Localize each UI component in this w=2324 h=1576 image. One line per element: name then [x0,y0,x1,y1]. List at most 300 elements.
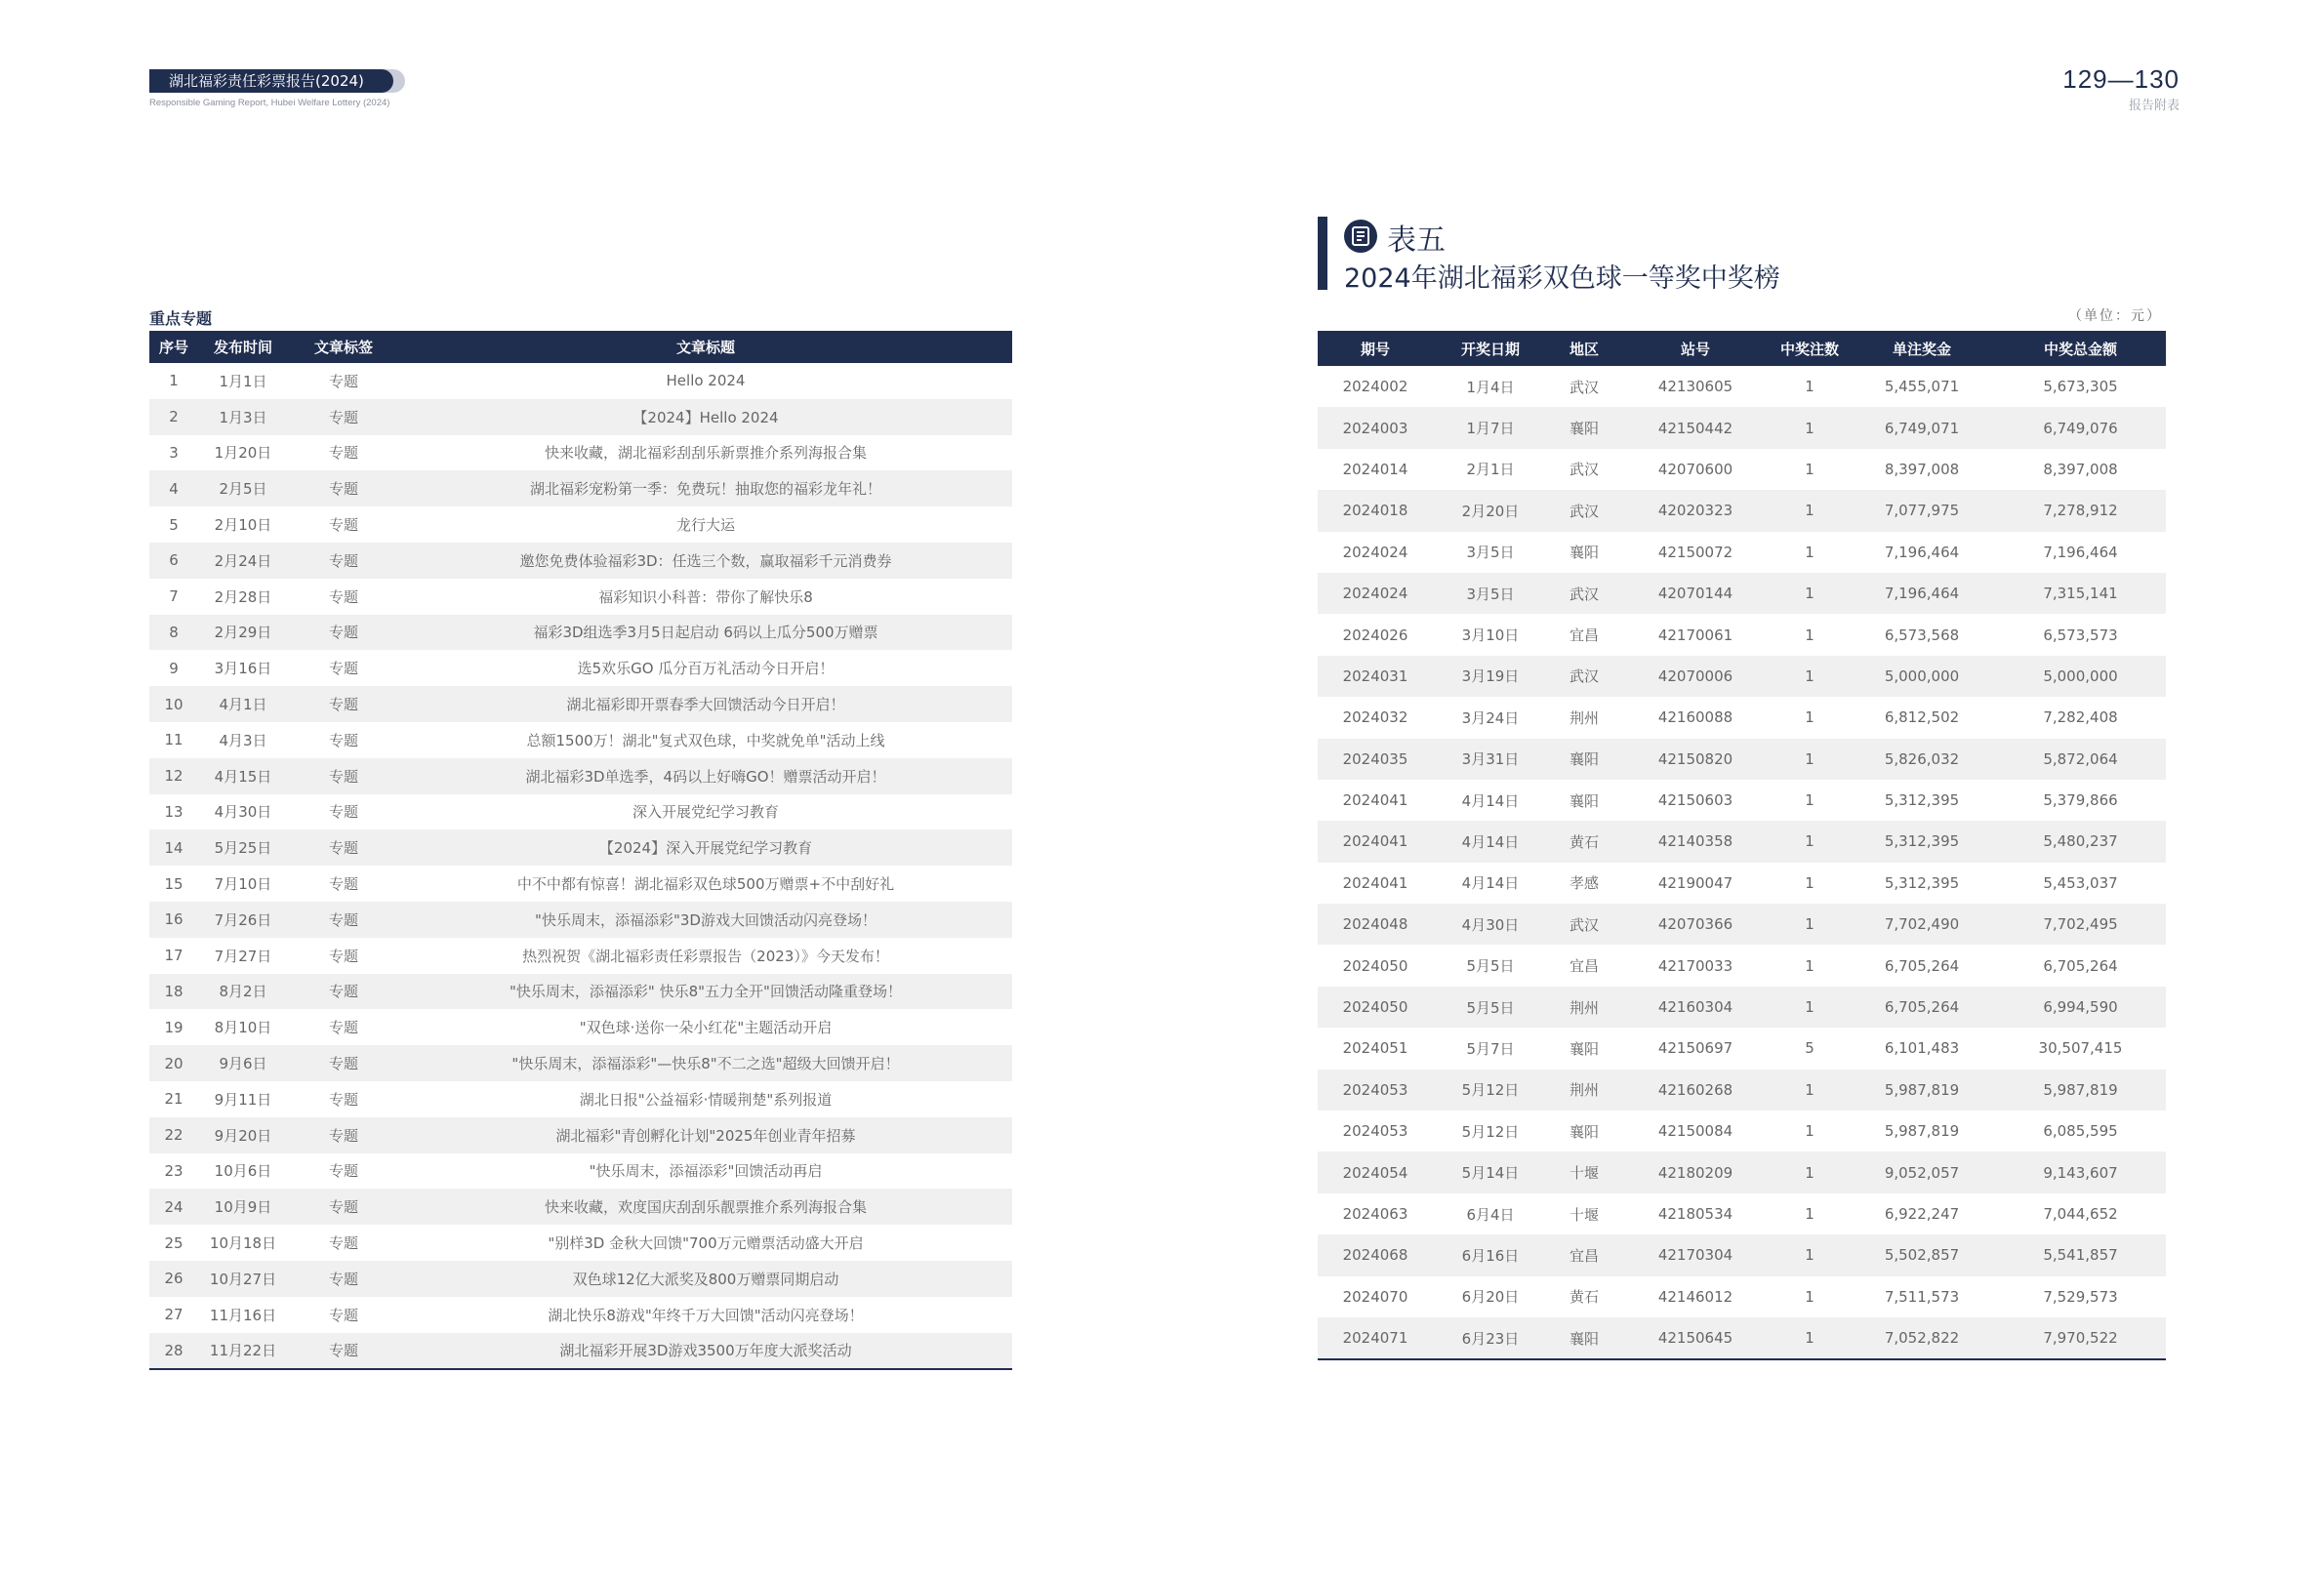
table-cell: 6,994,590 [1995,987,2166,1028]
table-cell: 1月3日 [198,399,288,435]
table-cell: 武汉 [1548,656,1620,697]
table-cell: 专题 [328,1162,358,1181]
table-cell: 42130605 [1657,378,1733,396]
table-row [1318,532,2166,573]
table-cell: 福彩知识小科普：带你了解快乐8 [598,587,813,606]
table-cell: 福彩3D组选季3月5日起启动 6码以上瓜分500万赠票 [399,615,1012,651]
table-cell: 28 [149,1333,198,1370]
table-cell: "快乐周末，添福添彩"回馈活动再启 [589,1162,823,1181]
table-cell: 8月2日 [198,974,288,1010]
table-cell: 3月5日 [1433,573,1548,614]
table-cell: 2024053 [1342,1122,1408,1141]
table-cell: 黄石 [1569,1288,1599,1307]
table-cell: 6,749,076 [1995,407,2166,448]
table-row [149,1045,1012,1081]
table-row [149,615,1012,651]
table-cell: 21 [164,1090,183,1109]
table-cell: 26 [149,1261,198,1297]
table-cell: 1 [1805,873,1814,892]
table-row [1318,1152,2166,1192]
table-cell: 2024051 [1342,1039,1408,1058]
table-cell: 42070006 [1620,656,1771,697]
report-title: 湖北福彩责任彩票报告(2024) [169,72,364,90]
table-cell: 专题 [288,470,399,506]
table-row [1318,904,2166,945]
table-cell: 5月14日 [1433,1152,1548,1192]
table-cell: 2024070 [1342,1287,1408,1306]
table-cell: 2024063 [1342,1205,1408,1223]
table-cell: 4月14日 [1433,821,1548,862]
table-cell: 7,278,912 [1995,490,2166,531]
table-cell: 19 [164,1018,183,1036]
table-cell: 快来收藏，欢度国庆刮刮乐靓票推介系列海报合集 [399,1189,1012,1225]
table-cell: 专题 [288,974,399,1010]
table-cell: 孝感 [1569,874,1599,893]
table-cell: 5,541,857 [1995,1234,2166,1275]
table-cell: 6,922,247 [1884,1205,1960,1223]
table-cell: 9月20日 [198,1117,288,1153]
table-cell: 5,000,000 [1995,656,2166,697]
table-cell: 42160304 [1620,987,1771,1028]
table-cell: 5,987,819 [1995,1070,2166,1111]
table-cell: 30,507,415 [2038,1039,2123,1058]
table-row [149,506,1012,543]
table-row [149,1009,1012,1045]
table-title: 2024年湖北福彩双色球一等奖中奖榜 [1344,263,1780,294]
table-cell: 2024018 [1318,490,1433,531]
table-cell: 1月7日 [1433,407,1548,448]
table-cell: 武汉 [1569,378,1599,396]
table-row [1318,697,2166,738]
table-cell: 2024068 [1318,1234,1433,1275]
section-label: 报告附表 [2128,99,2180,113]
table-cell: 专题 [288,543,399,579]
table-cell: 2024050 [1342,956,1408,975]
title-accent-bar [1318,217,1327,290]
table-cell: 襄阳 [1569,1039,1599,1058]
table-cell: 5,312,395 [1849,821,1995,862]
table-cell: 5 [1805,1039,1814,1058]
table-row [1318,987,2166,1028]
table-cell: "快乐周末，添福添彩" 快乐8"五力全开"回馈活动隆重登场！ [399,974,1012,1010]
table-row [149,470,1012,506]
table-cell: 7,282,408 [2043,708,2118,727]
table-cell: 荆州 [1569,708,1599,727]
table-cell: 7,315,141 [1995,573,2166,614]
unit-note: （单位：元） [2068,308,2162,324]
table-cell: 10月18日 [209,1234,277,1253]
table-cell: 7,052,822 [1849,1317,1995,1359]
table-cell: 2024071 [1318,1317,1433,1359]
report-badge [149,69,405,93]
table-cell: 5,987,819 [1884,1122,1960,1141]
table-cell: 专题 [288,902,399,938]
table-cell: 中不中都有惊喜！湖北福彩双色球500万赠票+不中刮好礼 [516,875,895,894]
table-cell: 8月10日 [214,1019,272,1037]
table-cell: 襄阳 [1569,544,1599,562]
table-row [149,974,1012,1010]
table-cell: 9 [169,659,179,677]
table-cell: 1 [1805,378,1814,396]
table-cell: 5 [169,515,179,534]
column-header: 开奖日期 [1433,331,1548,366]
table-cell: 专题 [328,444,358,463]
table-cell: 湖北日报"公益福彩·情暖荆楚"系列报道 [579,1090,833,1109]
column-header: 站号 [1620,331,1771,366]
table-cell: 20 [149,1045,198,1081]
table-cell: 专题 [288,1117,399,1153]
table-cell: 5,480,237 [1995,821,2166,862]
table-cell: 湖北福彩开展3D游戏3500万年度大派奖活动 [399,1333,1012,1370]
table-cell: 42160088 [1657,708,1733,727]
table-cell: 2024014 [1342,460,1408,478]
table-cell: 专题 [328,587,358,606]
table-cell: 1 [1771,987,1849,1028]
document-icon [1344,220,1377,253]
table-cell: 5月5日 [1433,987,1548,1028]
table-cell: 专题 [328,803,358,822]
table-cell: 襄阳 [1548,1317,1620,1359]
table-cell: 1 [1771,1317,1849,1359]
table-cell: 专题 [288,615,399,651]
table-cell: 6,573,573 [2043,626,2118,644]
table-cell: 42070144 [1620,573,1771,614]
table-cell: 4月15日 [198,758,288,794]
table-cell: 7,196,464 [2043,543,2118,561]
table-row [1318,1070,2166,1111]
table-cell: 宜昌 [1569,626,1599,645]
table-cell: 17 [164,947,183,965]
table-cell: 湖北福彩3D单选季，4码以上好嗨GO！赠票活动开启！ [399,758,1012,794]
table-cell: 10月27日 [198,1261,288,1297]
topics-table-header [149,331,1012,363]
table-cell: 2024041 [1318,821,1433,862]
table-row [1318,407,2166,448]
table-cell: 武汉 [1548,490,1620,531]
table-cell: "快乐周末，添福添彩"—快乐8"不二之选"超级大回馈开启！ [399,1045,1012,1081]
table-cell: 2024024 [1342,543,1408,561]
table-cell: 襄阳 [1548,407,1620,448]
table-cell: 2月28日 [214,587,272,606]
table-cell: 龙行大运 [675,516,735,535]
table-cell: 5,987,819 [1849,1070,1995,1111]
table-cell: 11月16日 [209,1306,277,1324]
table-row [1318,1276,2166,1317]
table-cell: 4月14日 [1461,791,1520,810]
column-header: 发布时间 [198,331,288,363]
table-row [149,1333,1012,1370]
table-cell: 1 [1771,490,1849,531]
table-cell: 【2024】Hello 2024 [399,399,1012,435]
table-cell: 7,529,573 [2043,1287,2118,1306]
table-row [149,686,1012,722]
table-cell: 专题 [288,1261,399,1297]
table-cell: 武汉 [1569,461,1599,479]
table-cell: 4月30日 [214,803,272,822]
table-cell: 热烈祝贺《湖北福彩责任彩票报告（2023）》今天发布！ [522,947,889,965]
table-cell: 9,143,607 [1995,1152,2166,1192]
table-cell: 1月20日 [214,444,272,463]
table-cell: 5月7日 [1466,1039,1515,1058]
table-row [149,650,1012,686]
table-cell: 1 [1771,573,1849,614]
table-cell: 42070600 [1657,460,1733,478]
table-cell: 10 [149,686,198,722]
table-cell: 7,970,522 [1995,1317,2166,1359]
table-row [149,579,1012,615]
table-cell: 3月16日 [214,660,272,678]
table-row [1318,1317,2166,1359]
table-cell: 42020323 [1620,490,1771,531]
table-cell: 专题 [288,399,399,435]
table-cell: 2月5日 [198,470,288,506]
table-cell: 1 [1771,904,1849,945]
table-row [149,938,1012,974]
table-cell: 湖北福彩宠粉第一季：免费玩！抽取您的福彩龙年礼！ [399,470,1012,506]
table-cell: 深入开展党纪学习教育 [632,803,779,822]
table-cell: "别样3D 金秋大回馈"700万元赠票活动盛大开启 [548,1234,864,1253]
table-cell: 7,196,464 [1849,573,1995,614]
table-cell: 6,085,595 [2043,1122,2118,1141]
table-cell: 16 [149,902,198,938]
table-cell: 1 [1805,1205,1814,1223]
table-cell: 24 [149,1189,198,1225]
column-header: 中奖注数 [1771,331,1849,366]
table-cell: 4月3日 [219,731,267,749]
table-cell: 1 [1771,739,1849,780]
table-cell: "双色球·送你一朵小红花"主题活动开启 [579,1019,833,1037]
table-cell: 42170033 [1657,956,1733,975]
table-cell: 42140358 [1620,821,1771,862]
table-cell: 专题 [328,1234,358,1253]
table-cell: 11 [164,731,183,749]
table-cell: 5,455,071 [1884,378,1960,396]
table-row [149,1189,1012,1225]
table-cell: 13 [164,802,183,821]
table-cell: 2024054 [1318,1152,1433,1192]
table-cell: 8,397,008 [1884,460,1960,478]
table-cell: 7,196,464 [1884,543,1960,561]
table-row [1318,780,2166,821]
column-header: 中奖总金额 [1995,331,2166,366]
table-cell: 6,573,568 [1884,626,1960,644]
table-cell: 专题 [288,1045,399,1081]
table-row [149,399,1012,435]
table-cell: 1 [1805,460,1814,478]
table-cell: 专题 [288,1189,399,1225]
table-cell: 黄石 [1548,821,1620,862]
table-cell: 4月1日 [198,686,288,722]
table-cell: 2024032 [1342,708,1408,727]
table-cell: 2月10日 [214,516,272,535]
table-cell: 7,077,975 [1849,490,1995,531]
table-cell: 6,749,071 [1849,407,1995,448]
table-row [149,435,1012,471]
table-cell: 6 [149,543,198,579]
table-cell: 2月1日 [1466,461,1515,479]
column-header: 序号 [149,331,198,363]
table-row [1318,449,2166,490]
table-cell: 荆州 [1548,987,1620,1028]
table-cell: 湖北福彩即开票春季大回馈活动今日开启！ [399,686,1012,722]
table-cell: 专题 [288,758,399,794]
table-cell: 42170304 [1620,1234,1771,1275]
table-cell: 5,673,305 [2043,378,2118,396]
table-label: 表五 [1387,223,1446,258]
table-row [1318,945,2166,986]
table-cell: 武汉 [1548,904,1620,945]
table-row [1318,1193,2166,1234]
table-cell: 9月6日 [198,1045,288,1081]
table-cell: 23 [164,1161,183,1180]
table-cell: 42150442 [1620,407,1771,448]
table-cell: 42150084 [1657,1122,1733,1141]
table-cell: 5月12日 [1461,1122,1520,1141]
table-row [149,902,1012,938]
topics-table [149,331,1012,1370]
table-row [1318,656,2166,697]
table-cell: 2024031 [1318,656,1433,697]
table-cell: 7,702,495 [1995,904,2166,945]
table-row [149,1081,1012,1117]
table-cell: 5月12日 [1433,1070,1548,1111]
table-cell: 专题 [328,1090,358,1109]
table-cell: 5,312,395 [1884,873,1960,892]
table-cell: 1 [1771,1070,1849,1111]
table-cell: "快乐周末，添福添彩"3D游戏大回馈活动闪亮登场！ [399,902,1012,938]
table-row [1318,573,2166,614]
table-row [149,1117,1012,1153]
table-cell: 2024050 [1318,987,1433,1028]
table-cell: 专题 [328,731,358,749]
table-row [1318,1234,2166,1275]
column-header: 文章标签 [288,331,399,363]
page-numbers: 129—130 [2062,64,2180,94]
table-cell: 6月23日 [1433,1317,1548,1359]
table-cell: 6,705,264 [1849,987,1995,1028]
table-cell: 12 [149,758,198,794]
table-cell: 宜昌 [1548,1234,1620,1275]
table-cell: 5,826,032 [1849,739,1995,780]
table-cell: 湖北福彩"青创孵化计划"2025年创业青年招募 [399,1117,1012,1153]
table-row [1318,821,2166,862]
table-cell: 专题 [328,875,358,894]
table-cell: 42150645 [1620,1317,1771,1359]
table-cell: 7,044,652 [2043,1205,2118,1223]
table-cell: 7月26日 [198,902,288,938]
winners-table-header [1318,331,2166,366]
table-cell: 5,502,857 [1849,1234,1995,1275]
winners-table [1318,331,2166,1360]
table-cell: 2024035 [1318,739,1433,780]
table-cell: 专题 [288,829,399,866]
table-cell: 5月5日 [1466,957,1515,976]
table-cell: 专题 [328,372,358,390]
table-cell: 专题 [288,686,399,722]
table-cell: 6月4日 [1466,1205,1515,1224]
table-cell: 专题 [328,947,358,965]
table-cell: 1 [1805,708,1814,727]
table-cell: 42070366 [1620,904,1771,945]
table-cell: 25 [164,1233,183,1252]
table-cell: 7月27日 [214,947,272,965]
table-cell: 襄阳 [1569,791,1599,810]
table-cell: 3月19日 [1433,656,1548,697]
left-table-heading: 重点专题 [149,309,213,328]
table-cell: 1 [169,372,179,390]
table-row [149,722,1012,758]
table-cell: 4月30日 [1433,904,1548,945]
table-row [149,543,1012,579]
table-cell: 邀您免费体验福彩3D：任选三个数，赢取福彩千元消费券 [399,543,1012,579]
table-cell: 1 [1805,626,1814,644]
table-cell: 7,702,490 [1849,904,1995,945]
table-cell: 湖北快乐8游戏"年终千万大回馈"活动闪亮登场！ [548,1306,864,1324]
table-cell: 2月24日 [198,543,288,579]
table-cell: 3 [169,443,179,462]
table-cell: 27 [164,1306,183,1324]
table-row [149,1297,1012,1333]
table-cell: 10月6日 [214,1162,272,1181]
column-header: 期号 [1318,331,1433,366]
table-cell: 6月16日 [1433,1234,1548,1275]
table-cell: 5,453,037 [2043,873,2118,892]
report-subtitle: Responsible Gaming Report, Hubei Welfare Lottery (2024) [149,98,390,108]
table-cell: 42190047 [1657,873,1733,892]
table-cell: 1 [1771,407,1849,448]
table-cell: 9,052,057 [1849,1152,1995,1192]
table-cell: 1 [1805,543,1814,561]
table-cell: 2 [149,399,198,435]
table-cell: 22 [149,1117,198,1153]
table-cell: 十堰 [1548,1152,1620,1192]
table-cell: 42146012 [1657,1287,1733,1306]
table-cell: 3月31日 [1433,739,1548,780]
table-cell: 42180209 [1620,1152,1771,1192]
table-cell: 5,000,000 [1849,656,1995,697]
table-cell: 5,312,395 [1884,791,1960,810]
table-cell: 11月22日 [198,1333,288,1370]
table-row [149,1225,1012,1261]
table-cell: 6,101,483 [1884,1039,1960,1058]
table-row [149,829,1012,866]
table-cell: 4 [149,470,198,506]
table-cell: 42150820 [1620,739,1771,780]
table-cell: 15 [164,874,183,893]
table-cell: 3月24日 [1461,708,1520,727]
table-cell: 42150072 [1657,543,1733,561]
table-cell: 42170061 [1657,626,1733,644]
table-cell: 5月25日 [198,829,288,866]
table-cell: 专题 [328,1019,358,1037]
table-cell: 3月5日 [1466,544,1515,562]
table-cell: 42180534 [1657,1205,1733,1223]
table-row [1318,739,2166,780]
table-row [149,758,1012,794]
table-cell: 3月10日 [1461,626,1520,645]
table-cell: 2024048 [1318,904,1433,945]
table-cell: 专题 [328,516,358,535]
table-row [1318,490,2166,531]
table-cell: 6,705,264 [2043,956,2118,975]
table-cell: 8,397,008 [2043,460,2118,478]
table-row [149,794,1012,830]
table-cell: 2024002 [1342,378,1408,396]
table-cell: 1 [1771,1152,1849,1192]
table-cell: 襄阳 [1548,739,1620,780]
table-cell: 选5欢乐GO 瓜分百万礼活动今日开启！ [577,660,835,678]
table-row [1318,614,2166,655]
